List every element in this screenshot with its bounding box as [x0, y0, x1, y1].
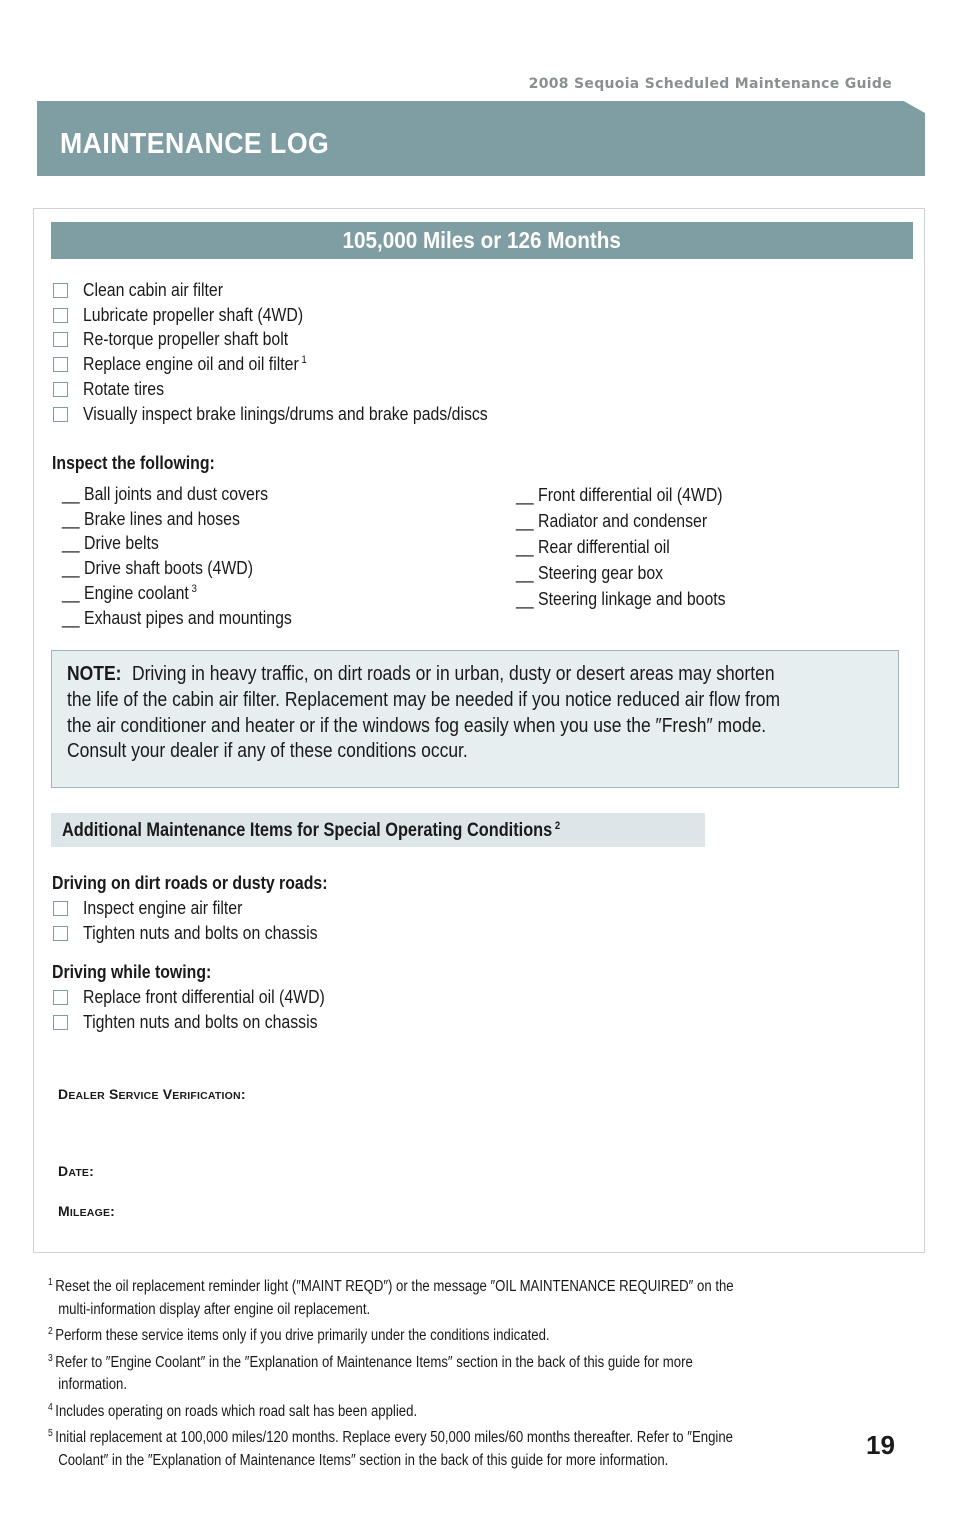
checkbox[interactable] — [53, 308, 68, 323]
checklist-item — [52, 328, 543, 353]
footnote-continuation: multi-information display after engine oil replacement. — [58, 1300, 371, 1318]
checklist-item-label: Clean cabin air filter — [83, 279, 223, 300]
mileage-label: MILEAGE: — [58, 1203, 116, 1219]
checklist-item-label: Tighten nuts and bolts on chassis — [83, 1011, 318, 1032]
page-number: 19 — [866, 1430, 895, 1460]
inspect-item: __ Brake lines and hoses — [62, 508, 240, 529]
inspect-heading: Inspect the following: — [52, 453, 215, 473]
checklist-item — [52, 1010, 358, 1035]
checkbox[interactable] — [53, 407, 68, 422]
inspect-item: __ Steering linkage and boots — [516, 588, 726, 609]
guide-title: 2008 Sequoia Scheduled Maintenance Guide — [528, 76, 892, 92]
additional-items-title: Additional Maintenance Items for Special Operating Conditions $^2$ — [62, 820, 561, 841]
inspect-item: __ Engine coolant $^3$ — [62, 583, 197, 604]
footnote-continuation: information. — [58, 1376, 128, 1393]
checkbox[interactable] — [53, 283, 68, 298]
date-label: DATE: — [58, 1163, 95, 1179]
towing-checklist — [52, 985, 358, 1035]
section-title: MAINTENANCE LOG — [60, 128, 330, 160]
inspect-item: __ Rear differential oil — [516, 536, 670, 557]
checklist-item-label: Visually inspect brake linings/drums and brake pads/discs — [83, 403, 488, 424]
footnote: $^4$ Includes operating on roads which road salt has been applied. — [48, 1401, 418, 1420]
footnote-continuation: Coolant″ in the ″Explanation of Maintenance Items″ section in the back of this guide for more information. — [58, 1451, 669, 1469]
inspect-item: __ Drive belts — [62, 533, 159, 554]
dealer-verification-label: DEALER SERVICE VERIFICATION: — [58, 1086, 246, 1102]
inspect-list-right — [516, 482, 754, 612]
service-checklist — [52, 278, 543, 427]
dusty-roads-heading: Driving on dirt roads or dusty roads: — [52, 873, 328, 893]
inspect-item: __ Steering gear box — [516, 562, 664, 583]
checklist-item-label: Tighten nuts and bolts on chassis — [83, 922, 318, 943]
checklist-item — [52, 896, 350, 921]
checkbox[interactable] — [53, 926, 68, 941]
inspect-item: __ Front differential oil (4WD) — [516, 484, 723, 505]
checkbox[interactable] — [53, 332, 68, 347]
note-label: NOTE: — [67, 663, 122, 685]
inspect-item: __ Exhaust pipes and mountings — [62, 607, 292, 628]
footnote: $^3$ Refer to ″Engine Coolant″ in the ″Explanation of Maintenance Items″ section in the back of this guide for more — [48, 1352, 693, 1371]
checklist-item-label: Re-torque propeller shaft bolt — [83, 329, 289, 350]
footnote: $^1$ Reset the oil replacement reminder light (″MAINT REQD″) or the message ″OIL MAINTENANCE REQUIRED″ on the — [48, 1277, 734, 1295]
checklist-item-label: Lubricate propeller shaft (4WD) — [83, 304, 304, 325]
footnote-ref: 1 — [301, 354, 307, 367]
footnote: $^5$ Initial replacement at 100,000 miles/120 months. Replace every 50,000 miles/60 months thereafter. Refer to ″Engine — [48, 1428, 733, 1446]
interval-header — [51, 222, 913, 259]
interval-title: 105,000 Miles or 126 Months — [342, 227, 622, 253]
checklist-item-label: Inspect engine air filter — [83, 897, 243, 918]
checklist-item-label: Replace front differential oil (4WD) — [83, 986, 325, 1007]
checkbox[interactable] — [53, 990, 68, 1005]
checklist-item-label: Replace engine oil and oil filter $^1$ — [83, 354, 307, 375]
footnote: $^2$ Perform these service items only if you drive primarily under the conditions indicated. — [48, 1326, 550, 1344]
checklist-item — [52, 377, 543, 402]
checklist-item — [52, 921, 350, 946]
checkbox[interactable] — [53, 901, 68, 916]
note-text: NOTE: Driving in heavy traffic, on dirt roads or in urban, dusty or desert areas may shorten the life of the cabin air filter. Replacement may be needed if you notice reduced air flow from the air conditioner and heater or if the windows fog easily when you use the ″Fresh″ mode. Consult your dealer if any of these conditions occur. — [67, 663, 781, 763]
checklist-item — [52, 303, 543, 328]
footnote-ref: 3 — [191, 583, 197, 596]
checklist-item — [52, 985, 358, 1010]
checkbox[interactable] — [53, 357, 68, 372]
inspect-item: __ Ball joints and dust covers — [62, 483, 269, 504]
dusty-roads-checklist — [52, 896, 350, 946]
inspect-item: __ Radiator and condenser — [516, 510, 708, 531]
inspect-item: __ Drive shaft boots (4WD) — [62, 558, 254, 579]
inspect-list-left — [62, 482, 323, 631]
checklist-item — [52, 402, 543, 427]
checkbox[interactable] — [53, 382, 68, 397]
checklist-item — [52, 278, 543, 303]
towing-heading: Driving while towing: — [52, 962, 212, 982]
footnote-ref: 2 — [554, 820, 561, 832]
checklist-item — [52, 352, 543, 377]
footnotes — [48, 1272, 864, 1472]
checklist-item-label: Rotate tires — [83, 379, 165, 400]
checkbox[interactable] — [53, 1015, 68, 1030]
